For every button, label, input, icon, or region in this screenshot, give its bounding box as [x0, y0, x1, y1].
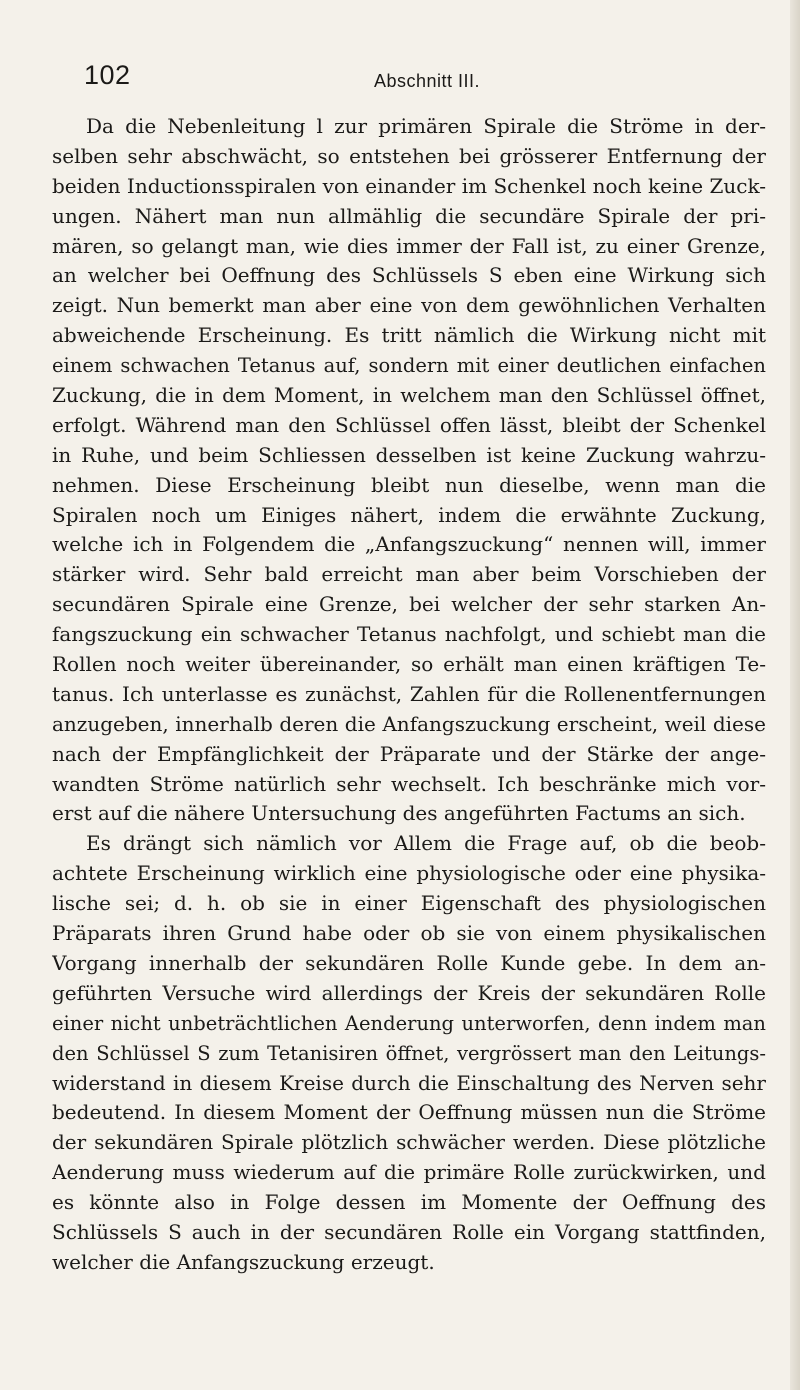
text-line: Schlüssels S auch in der secundären Rolle ein Vorgang stattfinden,: [52, 1219, 766, 1244]
page-number: 102: [84, 60, 131, 90]
text-line: erst auf die nähere Untersuchung des angeführten Factums an sich.: [52, 801, 746, 826]
text-line: bedeutend. In diesem Moment der Oeffnung müssen nun die Ströme: [52, 1100, 766, 1125]
text-line: in Ruhe, und beim Schliessen desselben ist keine Zuckung wahrzu-: [52, 442, 766, 467]
text-line: welcher die Anfangszuckung erzeugt.: [52, 1249, 435, 1274]
text-line: mären, so gelangt man, wie dies immer der Fall ist, zu einer Grenze,: [52, 233, 766, 258]
text-line: wandten Ströme natürlich sehr wechselt. Ich beschränke mich vor-: [52, 771, 766, 796]
text-line: Vorgang innerhalb der sekundären Rolle Kunde gebe. In dem an-: [52, 950, 766, 975]
text-line: Zuckung, die in dem Moment, in welchem man den Schlüssel öffnet,: [52, 383, 766, 408]
text-line: fangszuckung ein schwacher Tetanus nachfolgt, und schiebt man die: [52, 622, 766, 647]
text-line: lische sei; d. h. ob sie in einer Eigenschaft des physiologischen: [52, 891, 766, 916]
text-line: erfolgt. Während man den Schlüssel offen lässt, bleibt der Schenkel: [52, 412, 766, 437]
text-line: Spiralen noch um Einiges nähert, indem die erwähnte Zuckung,: [52, 502, 766, 527]
text-line: selben sehr abschwächt, so entstehen bei grösserer Entfernung der: [52, 143, 766, 168]
text-line: secundären Spirale eine Grenze, bei welcher der sehr starken An-: [52, 592, 766, 617]
text-line: es könnte also in Folge dessen im Momente der Oeffnung des: [52, 1190, 766, 1215]
text-line: nehmen. Diese Erscheinung bleibt nun dieselbe, wenn man die: [52, 472, 766, 497]
text-line: der sekundären Spirale plötzlich schwächer werden. Diese plötzliche: [52, 1130, 766, 1155]
text-line: tanus. Ich unterlasse es zunächst, Zahlen für die Rollenentfernungen: [52, 681, 766, 706]
text-line: einer nicht unbeträchtlichen Aenderung unterworfen, denn indem man: [52, 1011, 766, 1035]
text-line: Aenderung muss wiederum auf die primäre Rolle zurückwirken, und: [52, 1160, 766, 1185]
text-line: einem schwachen Tetanus auf, sondern mit einer deutlichen einfachen: [52, 354, 766, 378]
text-line: nach der Empfänglichkeit der Präparate und der Stärke der ange-: [52, 741, 766, 766]
text-line: Da die Nebenleitung l zur primären Spirale die Ströme in der-: [86, 114, 766, 138]
text-line: Es drängt sich nämlich vor Allem die Frage auf, ob die beob-: [86, 831, 766, 856]
text-line: Rollen noch weiter übereinander, so erhält man einen kräftigen Te-: [52, 652, 766, 677]
text-line: Präparats ihren Grund habe oder ob sie von einem physikalischen: [52, 921, 766, 946]
text-line: welche ich in Folgendem die „Anfangszuckung“ nennen will, immer: [52, 532, 766, 557]
text-line: abweichende Erscheinung. Es tritt nämlich die Wirkung nicht mit: [52, 323, 766, 348]
text-line: beiden Inductionsspiralen von einander im Schenkel noch keine Zuck-: [52, 173, 766, 198]
body-text: [52, 112, 766, 1278]
text-line: widerstand in diesem Kreise durch die Einschaltung des Nerven sehr: [52, 1070, 766, 1095]
text-line: achtete Erscheinung wirklich eine physiologische oder eine physika-: [52, 861, 766, 886]
text-line: anzugeben, innerhalb deren die Anfangszuckung erscheint, weil diese: [52, 711, 766, 736]
text-line: den Schlüssel S zum Tetanisiren öffnet, vergrössert man den Leitungs-: [52, 1041, 766, 1065]
text-line: an welcher bei Oeffnung des Schlüssels S eben eine Wirkung sich: [52, 263, 766, 288]
text-line: ungen. Nähert man nun allmählig die secundäre Spirale der pri-: [52, 203, 766, 228]
text-line: zeigt. Nun bemerkt man aber eine von dem gewöhnlichen Verhalten: [52, 293, 766, 318]
running-head: Abschnitt III.: [374, 71, 481, 91]
page-edge-shadow: [790, 0, 800, 1390]
page-header: [84, 60, 774, 100]
text-line: stärker wird. Sehr bald erreicht man aber beim Vorschieben der: [52, 562, 766, 587]
text-line: geführten Versuche wird allerdings der Kreis der sekundären Rolle: [52, 980, 766, 1005]
